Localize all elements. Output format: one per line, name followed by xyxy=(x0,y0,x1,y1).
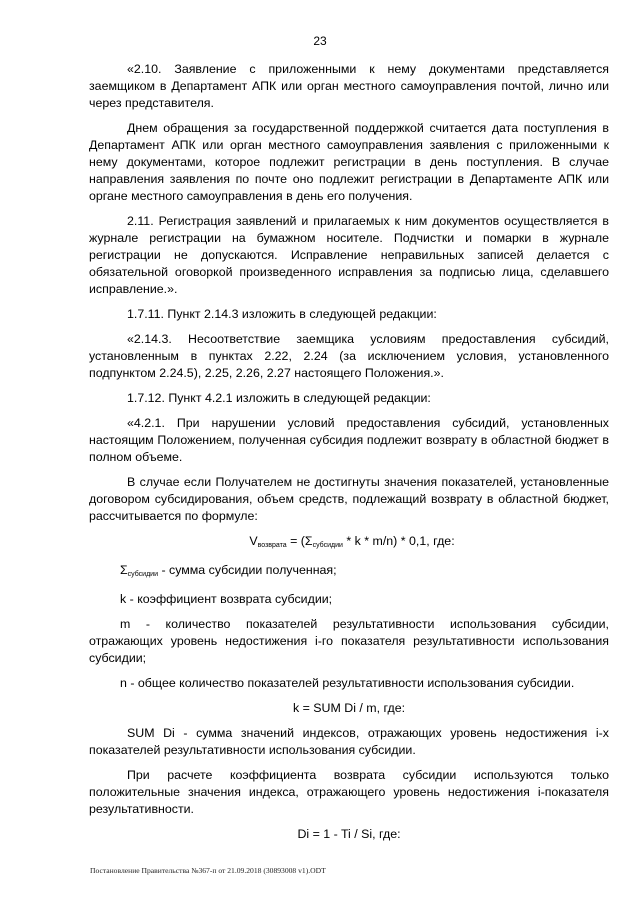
paragraph-positive-values: При расчете коэффициента возврата субсидии используются только положительные значения индекса, отражающего уровень недостижения i-показателя результативности. xyxy=(89,768,609,816)
sigma-definition-text: - сумма субсидии полученная; xyxy=(158,563,337,577)
definition-sigma xyxy=(89,562,609,583)
sigma-subscript: субсидии xyxy=(127,571,158,578)
definition-n: n - общее количество показателей результативности использования субсидии. xyxy=(120,676,575,690)
paragraph-1-7-12: 1.7.12. Пункт 4.2.1 изложить в следующей редакции: xyxy=(127,391,431,405)
formula-v-mid: = (Σ xyxy=(286,534,313,548)
paragraph-1-7-11: 1.7.11. Пункт 2.14.3 изложить в следующей редакции: xyxy=(127,307,437,321)
document-footer: Постановление Правительства №367-п от 21.09.2018 (30893008 v1).ODT xyxy=(90,866,326,875)
sigma-symbol: Σ xyxy=(120,563,128,577)
paragraph-application-date: Днем обращения за государственной поддержкой считается дата поступления в Департамент АПК или орган местного самоуправления заявления с приложенными к нему документами, которое подлежит регистрации в день поступления. В случае направления заявления по почте оно подлежит регистрации в Департаменте АПК или органе местного самоуправления в день его получения. xyxy=(89,121,609,203)
definition-m: m - количество показателей результативности использования субсидии, отражающих уровень недостижения i-го показателя результативности использования субсидии; xyxy=(89,617,609,665)
paragraph-indicators-not-reached: В случае если Получателем не достигнуты значения показателей, установленные договором субсидирования, объем средств, подлежащий возврату в областной бюджет, рассчитывается по формуле: xyxy=(89,475,609,523)
formula-v-symbol: V xyxy=(249,534,258,548)
formula-v-return xyxy=(95,533,609,554)
paragraph-2-14-3: «2.14.3. Несоответствие заемщика условиям предоставления субсидий, установленным в пунктах 2.22, 2.24 (за исключением условия, установленного подпунктом 2.24.5), 2.25, 2.26, 2.27 настоящего Положения.». xyxy=(89,332,609,380)
formula-k: k = SUM Di / m, где: xyxy=(292,701,406,715)
formula-v-subscript: возврата xyxy=(257,542,287,549)
document-body xyxy=(89,61,609,851)
formula-v-subscript-2: субсидии xyxy=(312,542,343,549)
formula-v-tail: * k * m/n) * 0,1, где: xyxy=(342,534,455,548)
page-number: 23 xyxy=(313,34,327,48)
paragraph-2-10: «2.10. Заявление с приложенными к нему документами представляется заемщиком в Департамент АПК или орган местного самоуправления почтой, лично или через представителя. xyxy=(89,62,609,110)
definition-sum-di: SUM Di - сумма значений индексов, отражающих уровень недостижения i-х показателей результативности использования субсидии. xyxy=(89,726,609,757)
formula-di: Di = 1 - Ti / Si, где: xyxy=(297,827,401,841)
definition-k: k - коэффициент возврата субсидии; xyxy=(120,592,333,606)
paragraph-2-11: 2.11. Регистрация заявлений и прилагаемых к ним документов осуществляется в журнале регистрации на бумажном носителе. Подчистки и помарки в журнале регистрации не допускаются. Исправление неправильных записей делается с обязательной оговоркой произведенного исправления за подписью лица, сделавшего исправление.». xyxy=(89,214,609,296)
paragraph-4-2-1: «4.2.1. При нарушении условий предоставления субсидий, установленных настоящим Положением, полученная субсидия подлежит возврату в областной бюджет в полном объеме. xyxy=(89,416,609,464)
